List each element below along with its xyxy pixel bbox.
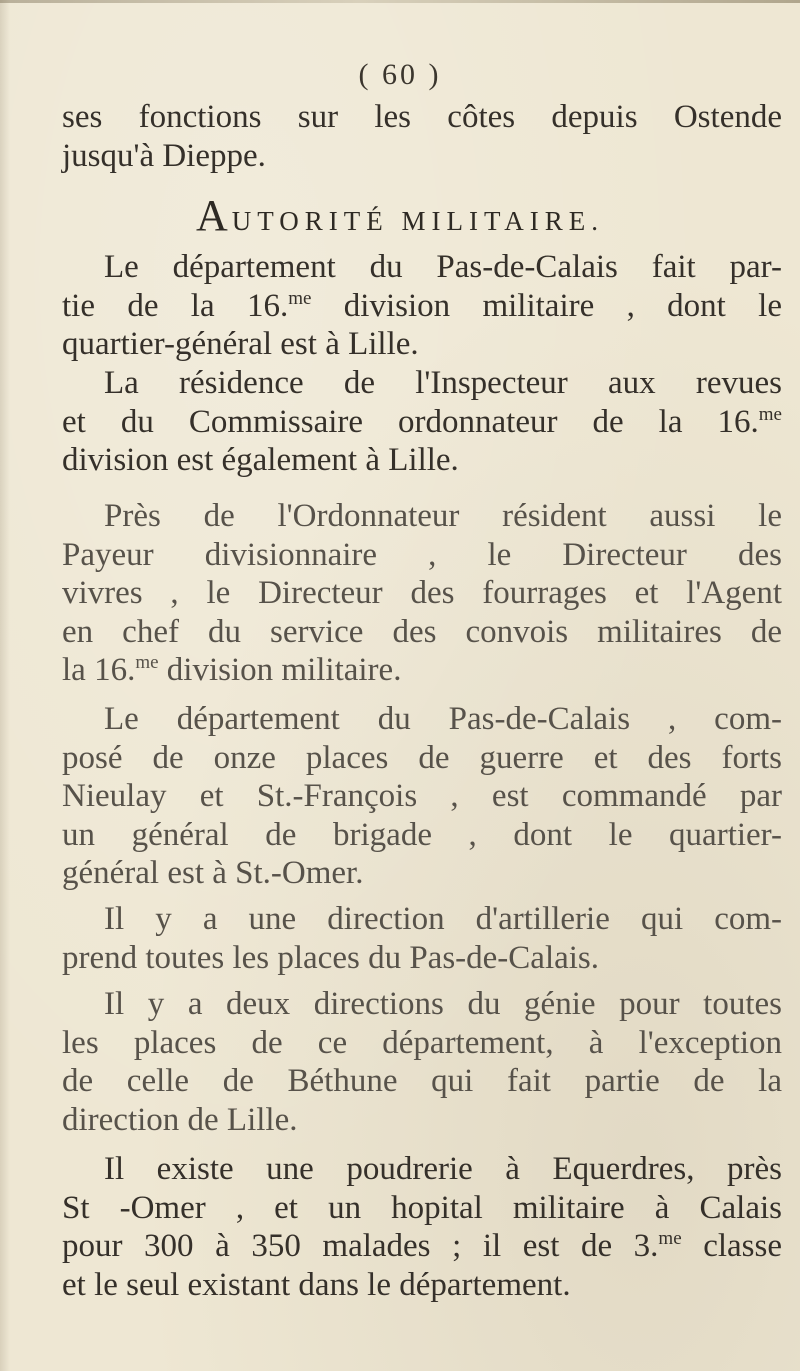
paragraph bbox=[62, 900, 782, 977]
text-line: Il y a une direction d'artillerie qui com- bbox=[104, 901, 782, 937]
paragraph-artillery bbox=[62, 900, 782, 977]
page-top-edge bbox=[0, 0, 800, 3]
text-line: et le seul existant dans le département. bbox=[62, 1266, 571, 1303]
text-line: pour 300 à 350 malades ; il est de 3.$^{me}$ classe bbox=[62, 1228, 783, 1264]
text-line: ses fonctions sur les côtes depuis Ostende bbox=[62, 99, 782, 135]
paragraph bbox=[62, 1150, 782, 1304]
heading-text: UTORITÉ MILITAIRE. bbox=[231, 206, 605, 236]
text-line: quartier-général est à Lille. bbox=[62, 326, 419, 362]
section-heading bbox=[0, 190, 800, 241]
text-line: Le département du Pas-de-Calais , com- bbox=[104, 701, 782, 737]
text-line: La résidence de l'Inspecteur aux revues bbox=[104, 365, 782, 401]
text-line: Il existe une poudrerie à Equerdres, près bbox=[104, 1151, 782, 1187]
paragraph bbox=[62, 497, 782, 690]
paragraph-powder-hospital bbox=[62, 1150, 782, 1304]
text-line: posé de onze places de guerre et des forts bbox=[62, 739, 782, 776]
paragraph-engineering bbox=[62, 985, 782, 1139]
paragraph bbox=[62, 364, 782, 480]
text-line: de celle de Béthune qui fait partie de la bbox=[62, 1063, 782, 1099]
text-line: Nieulay et St.-François , est commandé par bbox=[62, 778, 782, 814]
text-line: la 16.$^{me}$ division militaire. bbox=[62, 652, 402, 688]
text-line: prend toutes les places du Pas-de-Calais. bbox=[62, 939, 600, 976]
paragraph-command bbox=[62, 700, 782, 893]
paragraph-inspector-residence bbox=[62, 364, 782, 480]
paragraph-continuation bbox=[62, 98, 782, 175]
text-line: les places de ce département, à l'exception bbox=[62, 1024, 782, 1061]
text-line: tie de la 16.$^{me}$ division militaire , dont le bbox=[62, 287, 782, 324]
text-line: et du Commissaire ordonnateur de la 16.$^{me}$ bbox=[62, 403, 782, 440]
text-line: Il y a deux directions du génie pour toutes bbox=[104, 986, 782, 1022]
text-line: Près de l'Ordonnateur résident aussi le bbox=[104, 498, 782, 534]
heading-initial: A bbox=[195, 191, 232, 240]
text-line: Le département du Pas-de-Calais fait par- bbox=[104, 249, 782, 285]
text-line: en chef du service des convois militaires de bbox=[62, 613, 782, 650]
text-line: division est également à Lille. bbox=[62, 442, 459, 478]
text-line: un général de brigade , dont le quartier- bbox=[62, 816, 782, 853]
text-line: vivres , le Directeur des fourrages et l'Agent bbox=[62, 575, 782, 611]
paragraph bbox=[62, 985, 782, 1139]
text-line: jusqu'à Dieppe. bbox=[62, 137, 266, 174]
text-line: direction de Lille. bbox=[62, 1101, 298, 1138]
text-line: général est à St.-Omer. bbox=[62, 855, 364, 891]
paragraph bbox=[62, 700, 782, 893]
text-line: Payeur divisionnaire , le Directeur des bbox=[62, 536, 782, 573]
paragraph bbox=[62, 248, 782, 364]
paragraph bbox=[62, 98, 782, 175]
text-line: St -Omer , et un hopital militaire à Calais bbox=[62, 1189, 782, 1226]
paragraph-military-division bbox=[62, 248, 782, 364]
page-number: ( 60 ) bbox=[358, 58, 442, 91]
paragraph-ordonnateur bbox=[62, 497, 782, 690]
